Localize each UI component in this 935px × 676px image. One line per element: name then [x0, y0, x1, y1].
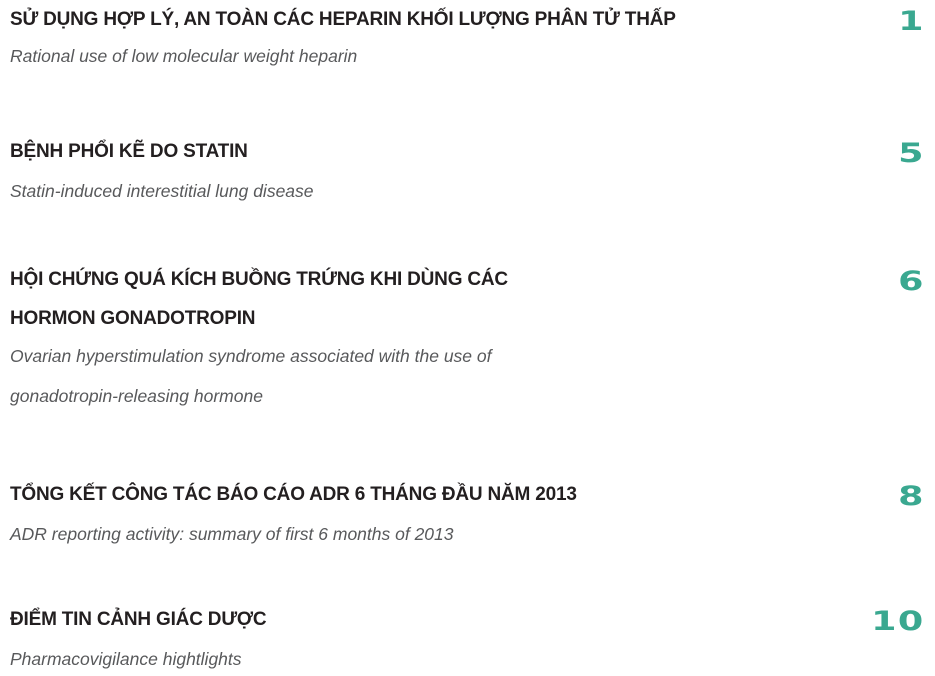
- toc-entry-pharmacovigilance[interactable]: [10, 608, 925, 671]
- toc-entry-subtitle: Rational use of low molecular weight heparin: [10, 46, 358, 66]
- toc-entry-statin[interactable]: [10, 140, 925, 203]
- toc-page-number: 10: [871, 606, 925, 637]
- toc-entry-ovarian[interactable]: [10, 268, 925, 408]
- toc-entry-subtitle: Ovarian hyperstimulation syndrome associated with the use of: [10, 346, 492, 366]
- toc-entry-title: BỆNH PHỔI KẼ DO STATIN: [10, 141, 248, 162]
- toc-page-number: 8: [898, 481, 925, 512]
- toc-entry-subtitle: gonadotropin-releasing hormone: [10, 386, 263, 406]
- toc-entry-adr-report[interactable]: [10, 483, 925, 546]
- toc-page-number: 6: [898, 266, 925, 297]
- toc-entry-title: TỔNG KẾT CÔNG TÁC BÁO CÁO ADR 6 THÁNG ĐẦU NĂM 2013: [10, 484, 577, 505]
- toc-entry-title: SỬ DỤNG HỢP LÝ, AN TOÀN CÁC HEPARIN KHỐI LƯỢNG PHÂN TỬ THẤP: [10, 9, 676, 30]
- toc-entry-title: HỘI CHỨNG QUÁ KÍCH BUỒNG TRỨNG KHI DÙNG CÁC: [10, 269, 508, 290]
- toc-entry-heparin[interactable]: [10, 8, 925, 68]
- toc-entry-title: HORMON GONADOTROPIN: [10, 308, 256, 329]
- toc-entry-subtitle: ADR reporting activity: summary of first 6 months of 2013: [10, 524, 454, 544]
- toc-entry-subtitle: Pharmacovigilance hightlights: [10, 649, 242, 669]
- toc-entry-title: ĐIỂM TIN CẢNH GIÁC DƯỢC: [10, 609, 267, 630]
- toc-page-number: 1: [898, 6, 925, 37]
- toc-page-number: 5: [898, 138, 925, 169]
- toc-entry-subtitle: Statin-induced interestitial lung disease: [10, 181, 314, 201]
